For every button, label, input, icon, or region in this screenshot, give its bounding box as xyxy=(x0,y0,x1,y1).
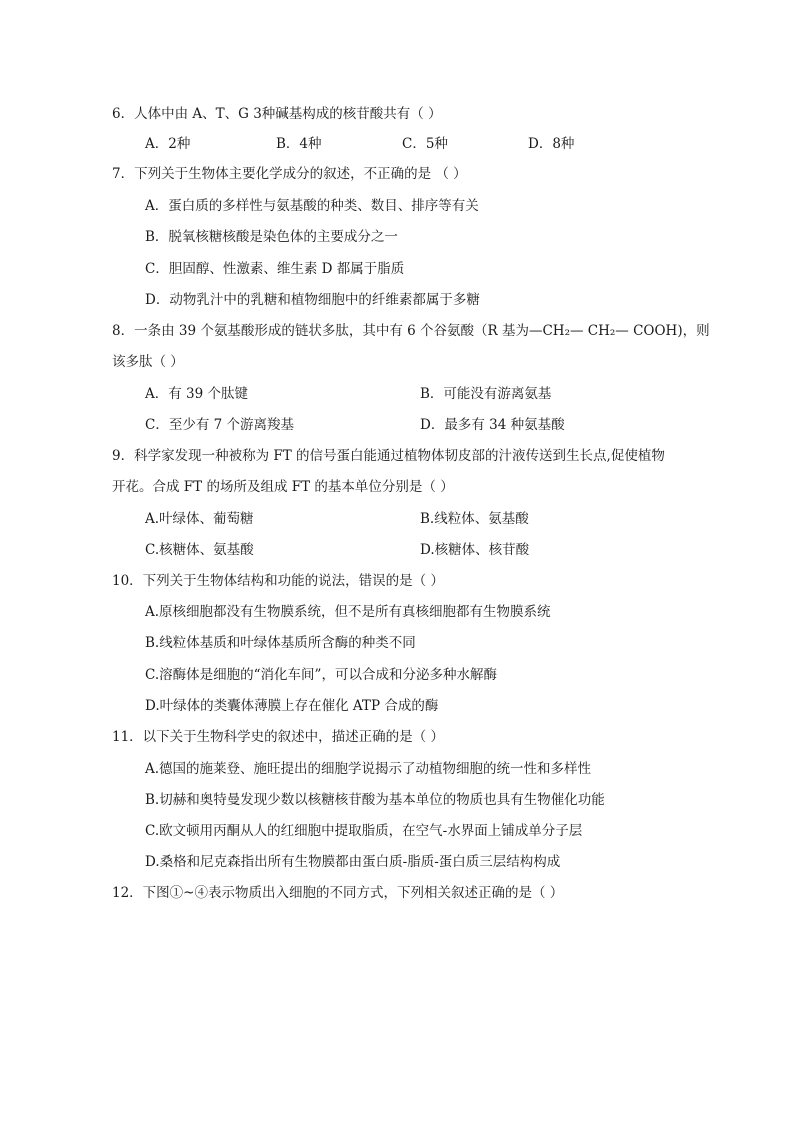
question-8-option-a: A．有 39 个肽键 xyxy=(145,386,249,402)
question-10-option-b: B.线粒体基质和叶绿体基质所含酶的种类不同 xyxy=(145,635,416,651)
question-7-option-c: C．胆固醇、性激素、维生素 D 都属于脂质 xyxy=(145,261,405,277)
question-8-option-c: C．至少有 7 个游离羧基 xyxy=(145,417,295,433)
question-8-stem-line-1: 8．一条由 39 个氨基酸形成的链状多肽，其中有 6 个谷氨酸（R 基为—CH₂— CH₂— COOH)，则 xyxy=(112,323,710,339)
question-12-stem: 12．下图①~④表示物质出入细胞的不同方式，下列相关叙述正确的是（ ） xyxy=(112,885,564,901)
question-9-option-c: C.核糖体、氨基酸 xyxy=(145,542,254,558)
question-8-option-b: B．可能没有游离氨基 xyxy=(420,386,552,402)
question-9-option-a: A.叶绿体、葡萄糖 xyxy=(145,511,254,527)
question-8-option-d: D．最多有 34 种氨基酸 xyxy=(420,417,565,433)
question-6-option-d: D．8种 xyxy=(528,136,575,152)
question-9-stem-line-2: 开花。合成 FT 的场所及组成 FT 的基本单位分别是（ ） xyxy=(112,479,454,495)
question-6-option-c: C．5种 xyxy=(402,136,448,152)
question-8-stem-line-2: 该多肽（ ） xyxy=(112,354,184,370)
question-10-option-c: C.溶酶体是细胞的“消化车间”，可以合成和分泌多种水解酶 xyxy=(145,667,497,683)
question-11-option-a: A.德国的施莱登、施旺提出的细胞学说揭示了动植物细胞的统一性和多样性 xyxy=(145,761,592,777)
question-9-stem-line-1: 9．科学家发现一种被称为 FT 的信号蛋白能通过植物体韧皮部的汁液传送到生长点,促使植物 xyxy=(112,448,665,464)
question-6-stem: 6．人体中由 A、T、G 3种碱基构成的核苷酸共有（ ） xyxy=(112,106,442,122)
question-7-stem: 7．下列关于生物体主要化学成分的叙述，不正确的是 （ ） xyxy=(112,166,467,182)
question-9-option-b: B.线粒体、氨基酸 xyxy=(420,511,529,527)
question-6-option-a: A．2种 xyxy=(145,136,191,152)
question-11-option-d: D.桑格和尼克森指出所有生物膜都由蛋白质-脂质-蛋白质三层结构构成 xyxy=(145,854,561,870)
question-11-option-c: C.欧文顿用丙酮从人的红细胞中提取脂质，在空气-水界面上铺成单分子层 xyxy=(145,823,583,839)
question-11-option-b: B.切赫和奥特曼发现少数以核糖核苷酸为基本单位的物质也具有生物催化功能 xyxy=(145,792,605,808)
question-7-option-a: A．蛋白质的多样性与氨基酸的种类、数目、排序等有关 xyxy=(145,198,479,214)
question-10-option-a: A.原核细胞都没有生物膜系统，但不是所有真核细胞都有生物膜系统 xyxy=(145,604,551,620)
question-6-option-b: B．4种 xyxy=(276,136,322,152)
question-7-option-d: D．动物乳汁中的乳糖和植物细胞中的纤维素都属于多糖 xyxy=(145,292,480,308)
question-10-option-d: D.叶绿体的类囊体薄膜上存在催化 ATP 合成的酶 xyxy=(145,698,439,714)
question-10-stem: 10．下列关于生物体结构和功能的说法，错误的是（ ） xyxy=(112,573,444,589)
question-9-option-d: D.核糖体、核苷酸 xyxy=(420,542,530,558)
question-7-option-b: B．脱氧核糖核酸是染色体的主要成分之一 xyxy=(145,229,398,245)
question-11-stem: 11．以下关于生物科学史的叙述中，描述正确的是（ ） xyxy=(112,729,444,745)
